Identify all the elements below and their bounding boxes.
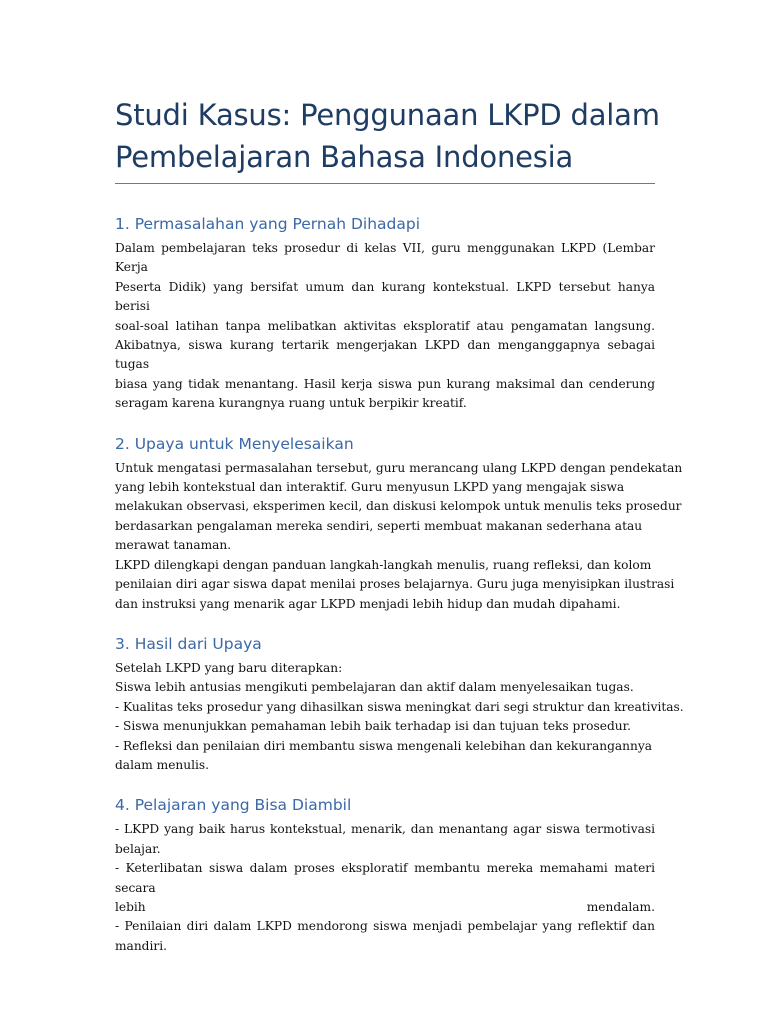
text-line: Akibatnya, siswa kurang tertarik mengerjakan LKPD dan menganggapnya sebagai tugas — [115, 338, 655, 372]
section-hasil — [115, 634, 684, 775]
text-line: - Refleksi dan penilaian diri membantu siswa mengenali kelebihan dan kekurangannya — [115, 738, 653, 753]
text-line: seragam karena kurangnya ruang untuk berpikir kreatif. — [115, 396, 467, 411]
text-line: belajar. — [115, 841, 161, 856]
document-page — [115, 0, 684, 956]
text-line: - LKPD yang baik harus kontekstual, menarik, dan menantang agar siswa termotivasi — [115, 822, 655, 837]
text-line: dan instruksi yang menarik agar LKPD menjadi lebih hidup dan mudah dipahami. — [115, 596, 621, 611]
text-line: melakukan observasi, eksperimen kecil, dan diskusi kelompok untuk menulis teks prosedur — [115, 499, 682, 514]
text-line: merawat tanaman. — [115, 538, 232, 553]
section-heading: 4. Pelajaran yang Bisa Diambil — [115, 796, 352, 815]
text-line: - Siswa menunjukkan pemahaman lebih baik terhadap isi dan tujuan teks prosedur. — [115, 719, 631, 734]
title-underline — [115, 183, 655, 184]
section-permasalahan — [115, 214, 655, 414]
section-heading: 3. Hasil dari Upaya — [115, 634, 262, 653]
title-line: Studi Kasus: Penggunaan LKPD dalam — [115, 98, 660, 132]
text-line: penilaian diri agar siswa dapat menilai proses belajarnya. Guru juga menyisipkan ilustrasi — [115, 577, 675, 592]
text-line: - Keterlibatan siswa dalam proses eksploratif membantu mereka memahami materi secara — [115, 861, 655, 895]
section-paragraph — [115, 820, 655, 956]
text-line: LKPD dilengkapi dengan panduan langkah-langkah menulis, ruang refleksi, dan kolom — [115, 557, 652, 572]
text-line: biasa yang tidak menantang. Hasil kerja siswa pun kurang maksimal dan cenderung — [115, 376, 655, 391]
text-line: berdasarkan pengalaman mereka sendiri, seperti membuat makanan sederhana atau — [115, 518, 643, 533]
section-paragraph — [115, 459, 683, 614]
text-line: yang lebih kontekstual dan interaktif. Guru menyusun LKPD yang mengajak siswa — [115, 480, 625, 495]
text-line: - Penilaian diri dalam LKPD mendorong siswa menjadi pembelajar yang reflektif dan — [115, 919, 655, 934]
title-line: Pembelajaran Bahasa Indonesia — [115, 140, 574, 174]
text-line: mandiri. — [115, 938, 167, 953]
document-title — [115, 0, 660, 178]
text-line: - Kualitas teks prosedur yang dihasilkan siswa meningkat dari segi struktur dan kreativitas. — [115, 699, 684, 714]
text-line: Untuk mengatasi permasalahan tersebut, guru merancang ulang LKPD dengan pendekatan — [115, 460, 683, 475]
text-line: Peserta Didik) yang bersifat umum dan kurang kontekstual. LKPD tersebut hanya berisi — [115, 279, 655, 314]
section-paragraph — [115, 239, 655, 414]
section-heading: 2. Upaya untuk Menyelesaikan — [115, 434, 354, 453]
text-line: Setelah LKPD yang baru diterapkan: — [115, 660, 343, 675]
text-line: lebih mendalam. — [115, 899, 655, 914]
text-line: Dalam pembelajaran teks prosedur di kelas VII, guru menggunakan LKPD (Lembar Kerja — [115, 241, 655, 275]
text-line: dalam menulis. — [115, 757, 210, 772]
text-line: Siswa lebih antusias mengikuti pembelajaran dan aktif dalam menyelesaikan tugas. — [115, 680, 634, 695]
section-heading: 1. Permasalahan yang Pernah Dihadapi — [115, 215, 421, 233]
section-paragraph — [115, 659, 684, 775]
text-line: soal-soal latihan tanpa melibatkan aktivitas eksploratif atau pengamatan langsung. — [115, 318, 655, 333]
section-pelajaran — [115, 795, 655, 956]
section-upaya — [115, 434, 683, 614]
